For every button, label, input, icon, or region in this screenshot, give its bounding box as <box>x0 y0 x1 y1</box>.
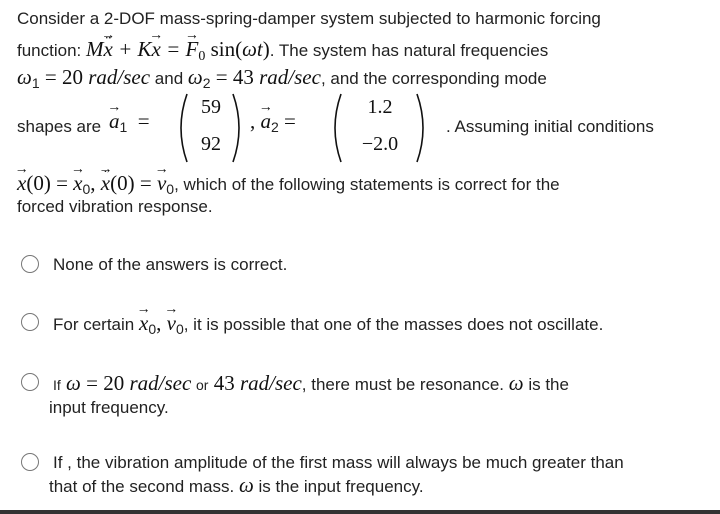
option-3-text-b: , there must be resonance. <box>301 375 505 394</box>
option-4-text-a: that of the second mass. <box>49 477 235 496</box>
option-4-radio[interactable] <box>21 453 39 471</box>
a2-symbol: , $a \to_2$ = <box>250 110 296 138</box>
option-4-line-2: that of the second mass. ω is the input frequency. <box>49 473 424 497</box>
question-line-3: $\omega_1 = 20$ rad/sec and $\omega_2 = 43$ rad/sec, and the corresponding mode <box>17 65 547 91</box>
omega1-value: 20 <box>61 65 83 89</box>
option-3-unit-2: rad/sec <box>239 371 302 395</box>
option-3-radio[interactable] <box>21 373 39 391</box>
a1-bottom-value: 92 <box>201 133 221 155</box>
a1-symbol: $a \to_1$ = <box>109 110 150 138</box>
question-line-6: forced vibration response. <box>17 197 213 216</box>
option-2-text-b: , it is possible that one of the masses does not oscillate. <box>183 315 604 334</box>
a2-top-value: 1.2 <box>367 96 393 118</box>
which-statement-text: , which of the following statements is correct for the <box>174 175 560 194</box>
option-3-line-2: input frequency. <box>49 398 169 417</box>
option-3-label: If ω = 20 rad/sec or 43 rad/sec, there must be resonance. ω is the <box>53 371 569 395</box>
option-4-text-b: is the input frequency. <box>258 477 424 496</box>
option-2-radio[interactable] <box>21 313 39 331</box>
omega2-unit: rad/sec <box>259 65 321 89</box>
option-3-omega1-value: 20 <box>103 371 125 395</box>
option-2-text-a: For certain <box>53 315 139 334</box>
question-line-1: Consider a 2-DOF mass-spring-damper system subjected to harmonic forcing <box>17 9 601 28</box>
question-frequencies-text: . The system has natural frequencies <box>269 41 549 60</box>
option-3-if: If <box>53 377 61 393</box>
omega2-value: 43 <box>232 65 254 89</box>
initial-conditions-text: . Assuming initial conditions <box>446 117 654 136</box>
omega1-unit: rad/sec <box>88 65 151 89</box>
a2-bottom-value: −2.0 <box>361 133 399 155</box>
option-3-unit-1: rad/sec <box>129 371 192 395</box>
question-line-5: $x \to(0) = x \to_0$, ˙ $x \to(0) = v \to_0$, which of the following statements is correct for the <box>17 172 560 200</box>
bottom-divider <box>0 510 720 514</box>
a2-left-paren <box>328 92 344 164</box>
a1-top-value: 59 <box>201 96 221 118</box>
question-line-2: function: M¨ x → + Kx → = $F \to_0$ sin(ωt). The system has natural frequencies <box>17 38 548 68</box>
a1-left-paren <box>174 92 190 164</box>
option-2[interactable] <box>21 312 603 340</box>
option-2-label: For certain $x \to_0$, $v \to_0$, it is possible that one of the masses does not oscillate. <box>53 312 603 340</box>
option-1[interactable] <box>21 254 287 276</box>
option-4[interactable] <box>21 452 624 474</box>
option-3[interactable] <box>21 372 569 396</box>
option-3-or: or <box>196 377 209 393</box>
option-3-text-c: is the <box>528 375 569 394</box>
mode-text: , and the corresponding mode <box>320 69 547 88</box>
option-1-label: None of the answers is correct. <box>53 255 288 274</box>
shapes-label: shapes are <box>17 117 102 136</box>
option-4-label: If , the vibration amplitude of the first mass will always be much greater than <box>53 453 624 472</box>
option-1-radio[interactable] <box>21 255 39 273</box>
option-3-omega2-value: 43 <box>213 371 235 395</box>
and-text: and <box>154 69 184 88</box>
a2-right-paren <box>414 92 430 164</box>
a1-right-paren <box>230 92 246 164</box>
question-function-label: function: <box>17 41 86 60</box>
